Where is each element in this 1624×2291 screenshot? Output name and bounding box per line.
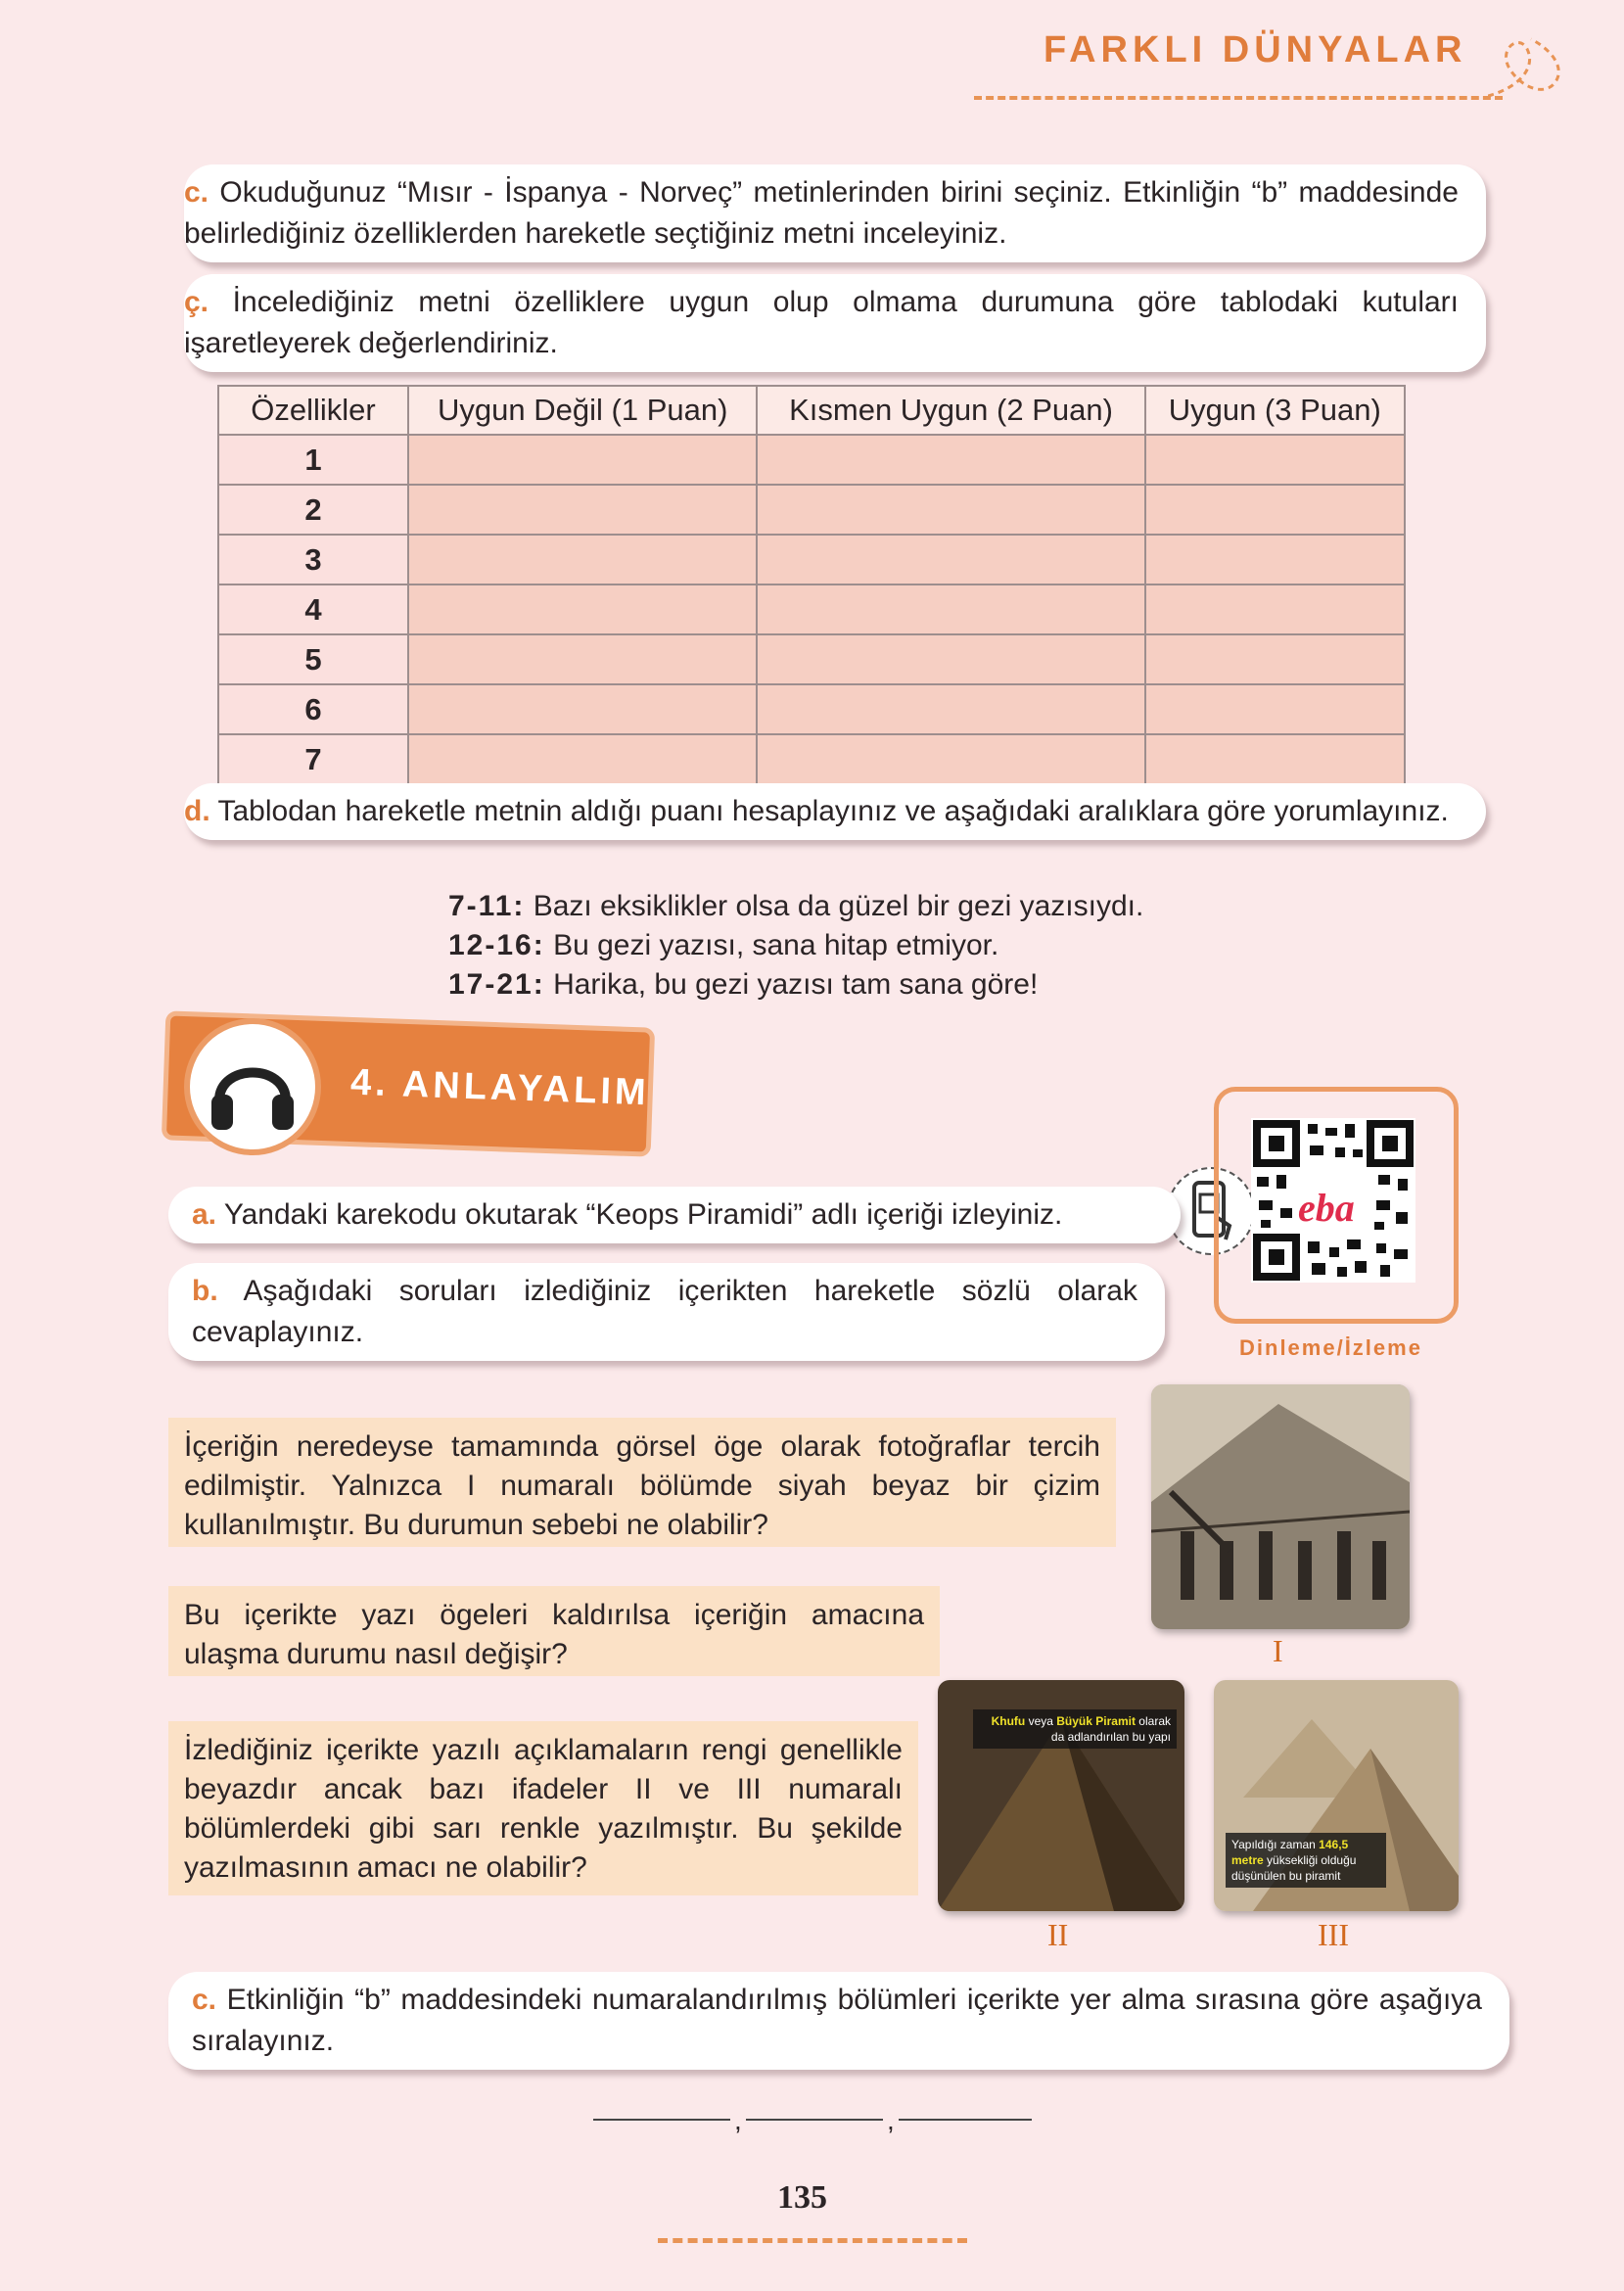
range-text: Bazı eksiklikler olsa da güzel bir gezi yazısıydı. bbox=[533, 890, 1144, 922]
caption-text: yüksekliği olduğu düşünülen bu piramit bbox=[1231, 1853, 1357, 1883]
score-box[interactable] bbox=[1145, 734, 1405, 784]
item-text: Okuduğunuz “Mısır - İspanya - Norveç” metinlerinden birini seçiniz. Etkinliğin “b” maddesinde belirlediğiniz özelliklerden hareketle seçtiğiniz metni inceleyiniz. bbox=[184, 176, 1459, 250]
question-1: İçeriğin neredeyse tamamında görsel öge olarak fotoğraflar tercih edilmiştir. Yalnızca I numaralı bölümde siyah beyaz bir çizim kullanılmıştır. Bu durumun sebebi ne olabilir? bbox=[168, 1418, 1116, 1547]
question-2: Bu içerikte yazı ögeleri kaldırılsa içeriğin amacına ulaşma durumu nasıl değişir? bbox=[168, 1586, 940, 1676]
section-title: 4. ANLAYALIM bbox=[349, 1061, 651, 1114]
headphone-badge bbox=[184, 1018, 321, 1155]
score-box[interactable] bbox=[408, 485, 757, 535]
table-row bbox=[218, 734, 1405, 784]
instruction-d bbox=[184, 783, 1486, 840]
item-text: Yandaki karekodu okutarak “Keops Piramidi” adlı içeriği izleyiniz. bbox=[223, 1198, 1063, 1231]
table-row bbox=[218, 634, 1405, 684]
table-header: Uygun Değil (1 Puan) bbox=[408, 386, 757, 435]
range-text: Harika, bu gezi yazısı tam sana göre! bbox=[553, 968, 1039, 1001]
instruction-cc bbox=[184, 274, 1486, 372]
caption-highlight: Khufu bbox=[991, 1714, 1026, 1728]
score-box[interactable] bbox=[1145, 435, 1405, 485]
caption-highlight: Büyük Piramit bbox=[1056, 1714, 1136, 1728]
table-header: Kısmen Uygun (2 Puan) bbox=[757, 386, 1144, 435]
score-box[interactable] bbox=[757, 634, 1144, 684]
item-text: Etkinliğin “b” maddesindeki numaralandırılmış bölümleri içerikte yer alma sırasına göre aşağıya sıralayınız. bbox=[192, 1984, 1482, 2057]
item-text: Tablodan hareketle metnin aldığı puanı hesaplayınız ve aşağıdaki aralıklara göre yorumlayınız. bbox=[217, 795, 1449, 827]
pyramid-photo-iii bbox=[1214, 1680, 1459, 1911]
score-box[interactable] bbox=[757, 435, 1144, 485]
row-number: 6 bbox=[218, 684, 408, 734]
table-row bbox=[218, 435, 1405, 485]
range-label: 12-16: bbox=[448, 929, 545, 961]
header-title: FARKLI DÜNYALAR bbox=[1044, 29, 1467, 70]
item-letter: ç. bbox=[184, 286, 209, 318]
headphones-icon bbox=[190, 1024, 315, 1149]
engraving-image bbox=[1151, 1384, 1410, 1629]
score-box[interactable] bbox=[408, 634, 757, 684]
item-letter: a. bbox=[192, 1198, 217, 1231]
answer-blank-1[interactable] bbox=[593, 2119, 730, 2121]
page-number: 135 bbox=[777, 2179, 827, 2216]
score-box[interactable] bbox=[1145, 684, 1405, 734]
range-text: Bu gezi yazısı, sana hitap etmiyor. bbox=[553, 929, 999, 961]
label-iii: III bbox=[1318, 1917, 1349, 1952]
score-box[interactable] bbox=[408, 535, 757, 584]
instruction-4a bbox=[168, 1187, 1181, 1243]
score-box[interactable] bbox=[1145, 485, 1405, 535]
score-box[interactable] bbox=[1145, 584, 1405, 634]
score-box[interactable] bbox=[408, 734, 757, 784]
score-box[interactable] bbox=[408, 684, 757, 734]
row-number: 4 bbox=[218, 584, 408, 634]
answer-separator: , bbox=[734, 2105, 742, 2135]
label-i: I bbox=[1273, 1633, 1283, 1668]
score-range-3 bbox=[448, 965, 1038, 1005]
caption-text: veya bbox=[1025, 1714, 1057, 1728]
pyramid-engraving-icon bbox=[1151, 1384, 1410, 1629]
caption-text: olarak da adlandırılan bu yapı bbox=[1050, 1714, 1171, 1744]
eba-logo: eba bbox=[1292, 1185, 1361, 1231]
pyramid-photo-ii bbox=[938, 1680, 1184, 1911]
table-row bbox=[218, 684, 1405, 734]
answer-blank-3[interactable] bbox=[899, 2119, 1032, 2121]
caption-ii bbox=[973, 1709, 1177, 1749]
evaluation-table bbox=[217, 385, 1406, 785]
question-3: İzlediğiniz içerikte yazılı açıklamaların rengi genellikle beyazdır ancak bazı ifadeler II ve III numaralı bölümlerdeki gibi sarı renkle yazılmıştır. Bu şekilde yazılmasının amacı ne olabilir? bbox=[168, 1721, 918, 1895]
caption-highlight: 146,5 metre bbox=[1231, 1838, 1349, 1867]
answer-separator: , bbox=[887, 2105, 895, 2135]
answer-blank-2[interactable] bbox=[746, 2119, 883, 2121]
score-box[interactable] bbox=[757, 535, 1144, 584]
instruction-c bbox=[184, 164, 1486, 262]
score-range-2 bbox=[448, 926, 998, 965]
score-box[interactable] bbox=[1145, 535, 1405, 584]
item-text: Aşağıdaki soruları izlediğiniz içerikten hareketle sözlü olarak cevaplayınız. bbox=[192, 1275, 1137, 1348]
item-letter: c. bbox=[184, 176, 209, 209]
caption-text: Yapıldığı zaman bbox=[1231, 1838, 1320, 1851]
table-header-row bbox=[218, 386, 1405, 435]
caption-iii bbox=[1226, 1833, 1386, 1888]
table-row bbox=[218, 485, 1405, 535]
footer-dashed-line bbox=[658, 2238, 967, 2243]
row-number: 3 bbox=[218, 535, 408, 584]
instruction-4b bbox=[168, 1263, 1165, 1361]
table-header: Özellikler bbox=[218, 386, 408, 435]
table-row bbox=[218, 535, 1405, 584]
range-label: 7-11: bbox=[448, 890, 526, 922]
score-box[interactable] bbox=[408, 435, 757, 485]
instruction-4c bbox=[168, 1972, 1509, 2070]
row-number: 2 bbox=[218, 485, 408, 535]
score-box[interactable] bbox=[1145, 634, 1405, 684]
score-box[interactable] bbox=[757, 684, 1144, 734]
row-number: 1 bbox=[218, 435, 408, 485]
item-letter: c. bbox=[192, 1984, 217, 2016]
swirl-decoration-icon bbox=[1488, 20, 1566, 127]
score-range-1 bbox=[448, 887, 1143, 926]
row-number: 5 bbox=[218, 634, 408, 684]
table-header: Uygun (3 Puan) bbox=[1145, 386, 1405, 435]
score-box[interactable] bbox=[757, 485, 1144, 535]
score-box[interactable] bbox=[757, 584, 1144, 634]
table-row bbox=[218, 584, 1405, 634]
item-text: İncelediğiniz metni özelliklere uygun olup olmama durumuna göre tablodaki kutuları işaretleyerek değerlendiriniz. bbox=[184, 286, 1459, 359]
qr-label: Dinleme/İzleme bbox=[1239, 1335, 1422, 1360]
range-label: 17-21: bbox=[448, 968, 545, 1001]
header-dashed-line bbox=[974, 96, 1503, 100]
item-letter: d. bbox=[184, 795, 210, 827]
score-box[interactable] bbox=[757, 734, 1144, 784]
label-ii: II bbox=[1047, 1917, 1069, 1952]
item-letter: b. bbox=[192, 1275, 218, 1307]
row-number: 7 bbox=[218, 734, 408, 784]
score-box[interactable] bbox=[408, 584, 757, 634]
